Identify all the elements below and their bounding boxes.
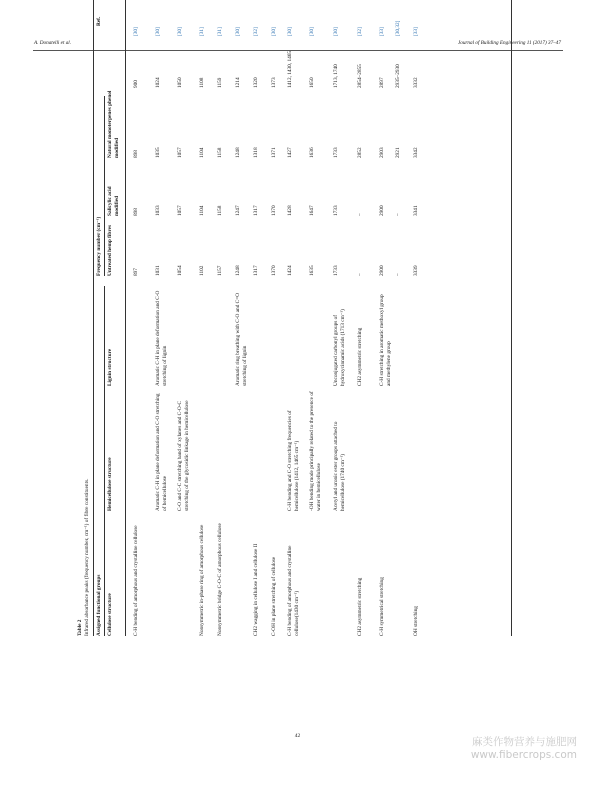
table-cell-c: 1158 bbox=[217, 147, 223, 158]
table-cell-lig: CH2 asymmetric stretching bbox=[357, 327, 363, 386]
table-cell-a: – bbox=[357, 273, 363, 276]
header-frequency: Frequency number (cm⁻¹) bbox=[96, 216, 102, 276]
table-cell-r: 3332 bbox=[413, 77, 419, 88]
table-cell-b: 1247 bbox=[235, 205, 241, 216]
table-cell-lig: C-H stretching in aromatic methoxyl group and methylene group bbox=[379, 294, 392, 386]
table-cell-b: 1158 bbox=[217, 205, 223, 216]
table-cell-a: 2900 bbox=[379, 265, 385, 276]
table-cell-c: 2921 bbox=[395, 147, 401, 158]
table-cell-hemi: Acetyl and uronic ester groups attached to hemicellulose (1740 cm⁻¹) bbox=[333, 421, 346, 511]
table-cell-hemi: -OH bending mode principally related to the presence of water in hemicellulose bbox=[309, 391, 322, 511]
table-cell-hemi: Aromatic C-H in plane deformation and C-O stretching of hemicellulose bbox=[155, 393, 168, 511]
table-cell-b: 1057 bbox=[177, 205, 183, 216]
table-cell-c: 3342 bbox=[413, 147, 419, 158]
table-cell-ref-link[interactable]: [30] bbox=[271, 27, 277, 36]
table-cell-r: 1650 bbox=[309, 77, 315, 88]
table-cell-ref-link[interactable]: [31] bbox=[217, 27, 223, 36]
table-cell-a: 1102 bbox=[199, 265, 205, 276]
table-cell-a: 1635 bbox=[309, 265, 315, 276]
table-cell-b: 1733 bbox=[333, 205, 339, 216]
table-cell-a: 1733 bbox=[333, 265, 339, 276]
table-cell-cell: C-H bending of amorphous and crystalline cellulose(1430 cm⁻¹) bbox=[287, 545, 300, 636]
table-cell-b: 898 bbox=[133, 208, 139, 216]
table-cell-ref-link[interactable]: [31] bbox=[199, 27, 205, 36]
table-cell-c: 1636 bbox=[309, 147, 315, 158]
page-number: 42 bbox=[294, 733, 301, 739]
table-cell-r: 1050 bbox=[177, 77, 183, 88]
header-ref: Ref. bbox=[96, 16, 102, 26]
table-cell-r: 900 bbox=[133, 80, 139, 88]
table-cell-b: 1428 bbox=[287, 205, 293, 216]
running-header-journal: Journal of Building Engineering 11 (2017) 37–47 bbox=[457, 40, 561, 46]
table-cell-ref-link[interactable]: [30,32] bbox=[395, 20, 401, 36]
table-cell-c: 1248 bbox=[235, 147, 241, 158]
table-cell-c: 898 bbox=[133, 150, 139, 158]
table-cell-ref-link[interactable]: [30] bbox=[235, 27, 241, 36]
table-bottom-rule bbox=[511, 0, 512, 636]
table-cell-r: 2897 bbox=[379, 77, 385, 88]
table-cell-cell: C-OH in plane stretching of cellulose bbox=[271, 556, 277, 636]
header-assigned: Assigned functional groups bbox=[96, 574, 102, 636]
table-cell-r: 1108 bbox=[199, 77, 205, 88]
table-cell-a: 1248 bbox=[235, 265, 241, 276]
table-cell-r: 1320 bbox=[253, 77, 259, 88]
table-cell-a: 1370 bbox=[271, 265, 277, 276]
table-cell-r: 2854–2855 bbox=[357, 64, 363, 88]
table-cell-a: 1317 bbox=[253, 265, 259, 276]
table-cell-b: 2900 bbox=[379, 205, 385, 216]
table-cell-c: 1733 bbox=[333, 147, 339, 158]
table-label: Table 2 bbox=[77, 619, 83, 636]
watermark bbox=[447, 736, 577, 762]
table-cell-ref-link[interactable]: [30] bbox=[133, 27, 139, 36]
table-cell-b: 1033 bbox=[155, 205, 161, 216]
table-cell-ref-link[interactable]: [30] bbox=[287, 27, 293, 36]
table-cell-r: 1024 bbox=[155, 77, 161, 88]
table-cell-hemi: C-H bending and C-O stretching frequencies of hemicellulose (1412, 1465 cm⁻¹) bbox=[287, 410, 300, 511]
table-cell-r: 2935–2930 bbox=[395, 64, 401, 88]
table-cell-cell: Nonsymmetric in-phase ring of amorphous cellulose bbox=[199, 524, 205, 636]
table-cell-ref-link[interactable]: [30] bbox=[177, 27, 183, 36]
table-cell-cell: CH2 asymmetric stretching bbox=[357, 577, 363, 636]
table-cell-ref-link[interactable]: [30] bbox=[333, 27, 339, 36]
table-cell-a: – bbox=[395, 273, 401, 276]
header-cellulose: Cellulose structure bbox=[107, 593, 113, 636]
table-cell-ref-link[interactable]: [33] bbox=[379, 27, 385, 36]
table-cell-b: 1104 bbox=[199, 205, 205, 216]
header-lignin: Lignin structure bbox=[107, 348, 113, 386]
table-cell-c: 1318 bbox=[253, 147, 259, 158]
table-cell-c: 1035 bbox=[155, 147, 161, 158]
table-cell-r: 1159 bbox=[217, 77, 223, 88]
header-subrule-left bbox=[104, 286, 105, 636]
header-bottom-rule bbox=[125, 0, 126, 636]
table-caption bbox=[77, 479, 90, 636]
header-untreated: Untreated hemp fibres bbox=[107, 224, 113, 276]
header-hemicellulose: Hemicellulose structure bbox=[107, 457, 113, 511]
table-cell-a: 1054 bbox=[177, 265, 183, 276]
table-cell-ref-link[interactable]: [33] bbox=[413, 27, 419, 36]
table-cell-a: 897 bbox=[133, 268, 139, 276]
header-salicylic: Salicylic acid modified bbox=[107, 186, 120, 216]
rotated-table bbox=[77, 0, 517, 636]
table-cell-cell: CH2 wagging in cellulose I and cellulose II bbox=[253, 543, 259, 636]
table-cell-cell: Nonsymmetric bridge C-O-C of amorphous cellulose bbox=[217, 523, 223, 636]
table-cell-r: 1214 bbox=[235, 77, 241, 88]
table-caption-text: Infrared absorbance peaks (frequency number, cm⁻¹) of fibre constituents. bbox=[83, 478, 90, 636]
table-cell-b: – bbox=[395, 213, 401, 216]
table-cell-ref-link[interactable]: [32] bbox=[357, 27, 363, 36]
header-natural: Natural monoterpenes phenol modified bbox=[107, 90, 120, 158]
table-cell-a: 3339 bbox=[413, 265, 419, 276]
table-cell-c: 2852 bbox=[357, 147, 363, 158]
header-subrule-freq bbox=[104, 96, 105, 276]
running-header-authors: A. Donatelli et al. bbox=[34, 40, 72, 46]
watermark-line2: www.fibercrops.com bbox=[470, 749, 577, 761]
table-cell-cell: OH stretching bbox=[413, 606, 419, 636]
table-cell-c: 2903 bbox=[379, 147, 385, 158]
table-cell-lig: Aromatic ring breathing with C-O and C=O stretching of lignin bbox=[235, 292, 248, 386]
table-cell-b: 1647 bbox=[309, 205, 315, 216]
table-cell-b: 3341 bbox=[413, 205, 419, 216]
table-cell-a: 1424 bbox=[287, 265, 293, 276]
table-cell-a: 1157 bbox=[217, 265, 223, 276]
table-cell-lig: Unconjugated carbonyl groups of hydroxycinnamic acids (1713 cm⁻¹) bbox=[333, 309, 346, 386]
table-cell-b: 1370 bbox=[271, 205, 277, 216]
table-cell-b: – bbox=[357, 213, 363, 216]
table-cell-lig: Aromatic C-H in plane deformation and C-O stretching of lignin bbox=[155, 290, 168, 386]
table-cell-c: 1427 bbox=[287, 147, 293, 158]
table-cell-r: 1713, 1740 bbox=[333, 64, 339, 88]
table-cell-c: 1057 bbox=[177, 147, 183, 158]
watermark-line1: 麻类作物营养与施肥网 bbox=[472, 736, 577, 748]
table-cell-ref-link[interactable]: [32] bbox=[253, 27, 259, 36]
table-cell-ref-link[interactable]: [30] bbox=[155, 27, 161, 36]
table-cell-hemi: C-O and C-C stretching band of xylanes and C-O-C stretching of the glycosidic linkage in hemicellulose bbox=[177, 400, 190, 511]
table-cell-ref-link[interactable]: [30] bbox=[309, 27, 315, 36]
table-top-rule bbox=[93, 0, 94, 636]
table-cell-r: 1373 bbox=[271, 77, 277, 88]
table-cell-cell: C-H bending of amorphous and crystalline cellulose bbox=[133, 525, 139, 636]
table-cell-c: 1371 bbox=[271, 147, 277, 158]
table-cell-cell: C-H symmetrical stretching bbox=[379, 577, 385, 636]
table-cell-a: 1031 bbox=[155, 265, 161, 276]
table-cell-b: 1317 bbox=[253, 205, 259, 216]
table-cell-r: 1412, 1430, 1465 bbox=[287, 50, 293, 88]
table-cell-c: 1104 bbox=[199, 147, 205, 158]
